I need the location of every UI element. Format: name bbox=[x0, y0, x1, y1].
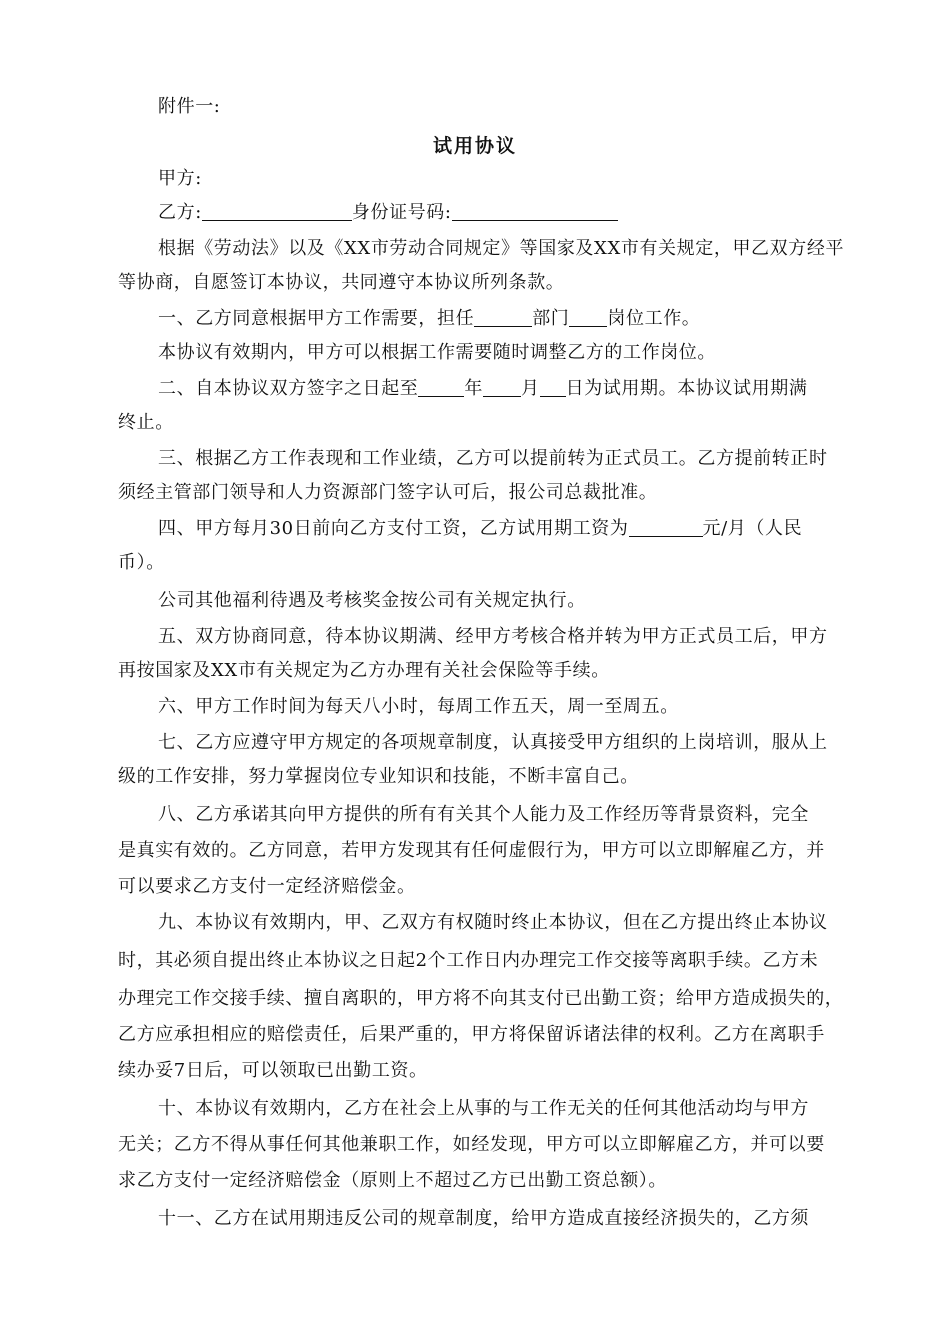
clause-10-line-2: 无关；乙方不得从事任何其他兼职工作，如经发现，甲方可以立即解雇乙方，并可以要 bbox=[118, 1134, 825, 1155]
clause-2-line bbox=[158, 378, 807, 400]
clause-2-text-b: 年 bbox=[464, 378, 484, 399]
clause-7-line-2: 级的工作安排，努力掌握岗位专业知识和技能，不断丰富自己。 bbox=[118, 766, 639, 787]
id-number-label: 身份证号码: bbox=[351, 202, 452, 223]
clause-9-line-4: 乙方应承担相应的赔偿责任，后果严重的，甲方将保留诉诸法律的权利。乙方在离职手 bbox=[118, 1024, 825, 1045]
id-number-field[interactable] bbox=[452, 202, 618, 221]
intro-line-2: 等协商，自愿签订本协议，共同遵守本协议所列条款。 bbox=[118, 272, 565, 293]
clause-2-text-d: 日为试用期。本协议试用期满 bbox=[565, 378, 808, 399]
clause-9-line-5: 续办妥7日后，可以领取已出勤工资。 bbox=[118, 1060, 428, 1081]
clause-2-text-c: 月 bbox=[521, 378, 540, 399]
clause-1-line bbox=[158, 308, 700, 330]
month-field[interactable] bbox=[483, 378, 521, 397]
clause-5-line-2: 再按国家及XX市有关规定为乙方办理有关社会保险等手续。 bbox=[118, 660, 610, 681]
clause-8-line-3: 可以要求乙方支付一定经济赔偿金。 bbox=[118, 876, 416, 897]
clause-5-line-1: 五、双方协商同意，待本协议期满、经甲方考核合格并转为甲方正式员工后，甲方 bbox=[158, 626, 828, 647]
clause-10-line-3: 求乙方支付一定经济赔偿金（原则上不超过乙方已出勤工资总额）。 bbox=[118, 1170, 667, 1191]
clause-4-line bbox=[158, 518, 802, 540]
clause-9-line-1: 九、本协议有效期内，甲、乙双方有权随时终止本协议，但在乙方提出终止本协议 bbox=[158, 912, 828, 933]
clause-1-text-b: 部门 bbox=[532, 308, 570, 329]
clause-2-line-2: 终止。 bbox=[118, 412, 174, 433]
clause-3-line-1: 三、根据乙方工作表现和工作业绩，乙方可以提前转为正式员工。乙方提前转正时 bbox=[158, 448, 828, 469]
clause-4-text-a: 四、甲方每月30日前向乙方支付工资，乙方试用期工资为 bbox=[158, 518, 629, 539]
document-title: 试用协议 bbox=[432, 135, 517, 157]
clause-11-line-1: 十一、乙方在试用期违反公司的规章制度，给甲方造成直接经济损失的，乙方须 bbox=[158, 1208, 809, 1229]
clause-2-text-a: 二、自本协议双方签字之日起至 bbox=[158, 378, 419, 399]
day-field[interactable] bbox=[540, 378, 566, 397]
clause-1-text-a: 一、乙方同意根据甲方工作需要，担任 bbox=[158, 308, 475, 329]
clause-7-line-1: 七、乙方应遵守甲方规定的各项规章制度，认真接受甲方组织的上岗培训，服从上 bbox=[158, 732, 828, 753]
clause-10-line-1: 十、本协议有效期内，乙方在社会上从事的与工作无关的任何其他活动均与甲方 bbox=[158, 1098, 809, 1119]
department-field[interactable] bbox=[474, 308, 532, 327]
salary-field[interactable] bbox=[629, 518, 703, 537]
year-field[interactable] bbox=[418, 378, 464, 397]
clause-4-line-2: 币）。 bbox=[118, 552, 165, 573]
clause-8-line-1: 八、乙方承诺其向甲方提供的所有有关其个人能力及工作经历等背景资料，完全 bbox=[158, 804, 809, 825]
party-a-label: 甲方: bbox=[158, 168, 202, 189]
position-field[interactable] bbox=[569, 308, 607, 327]
clause-8-line-2: 是真实有效的。乙方同意，若甲方发现其有任何虚假行为，甲方可以立即解雇乙方，并 bbox=[118, 840, 825, 861]
clause-9-line-2: 时，其必须自提出终止本协议之日起2个工作日内办理完工作交接等离职手续。乙方未 bbox=[118, 950, 819, 971]
intro-line-1: 根据《劳动法》以及《XX市劳动合同规定》等国家及XX市有关规定，甲乙双方经平 bbox=[158, 238, 845, 259]
clause-1-line-2: 本协议有效期内，甲方可以根据工作需要随时调整乙方的工作岗位。 bbox=[158, 342, 716, 363]
party-b-line bbox=[158, 202, 618, 224]
clause-9-line-3: 办理完工作交接手续、擅自离职的，甲方将不向其支付已出勤工资；给甲方造成损失的， bbox=[118, 988, 844, 1009]
party-b-label: 乙方: bbox=[158, 202, 202, 223]
clause-3-line-2: 须经主管部门领导和人力资源部门签字认可后，报公司总裁批准。 bbox=[118, 482, 658, 503]
clause-6-line-1: 六、甲方工作时间为每天八小时，每周工作五天，周一至周五。 bbox=[158, 696, 679, 717]
party-b-name-field[interactable] bbox=[202, 202, 352, 221]
annex-label: 附件一: bbox=[158, 96, 221, 117]
clause-1-text-c: 岗位工作。 bbox=[607, 308, 701, 329]
clause-4-text-b: 元/月（人民 bbox=[702, 518, 803, 539]
clause-4-line-3: 公司其他福利待遇及考核奖金按公司有关规定执行。 bbox=[158, 590, 586, 611]
